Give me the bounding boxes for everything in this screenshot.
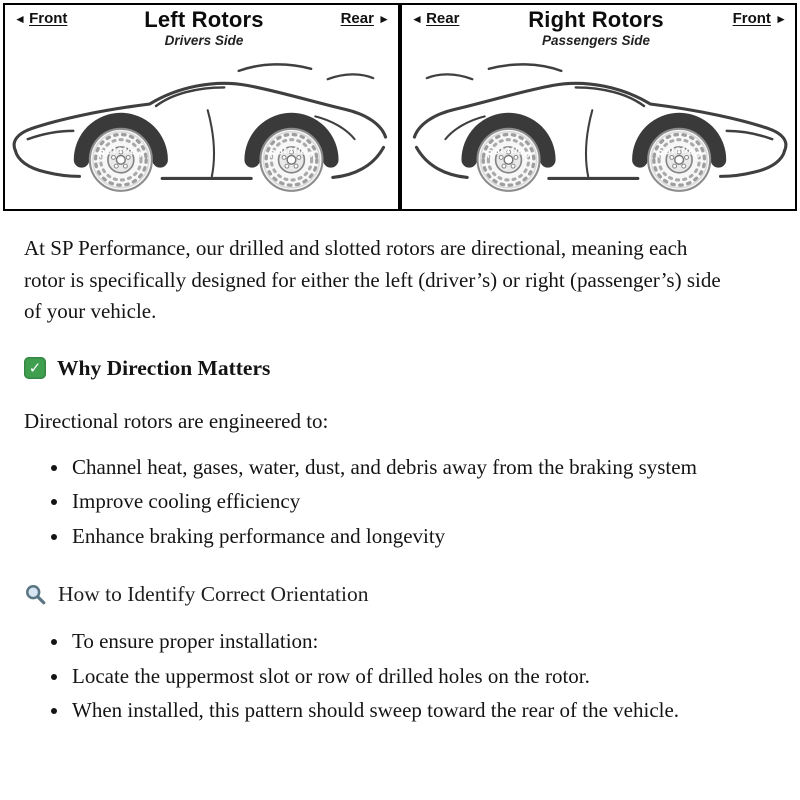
rotation-label: Rotation — [654, 144, 704, 161]
heading-text: How to Identify Correct Orientation — [58, 582, 369, 607]
magnifier-icon — [24, 583, 47, 606]
right-panel-title-block — [528, 7, 664, 48]
right-panel-header — [402, 5, 795, 48]
intro-paragraph: At SP Performance, our drilled and slotted rotors are directional, meaning each rotor is specifically designed for either the left (driver’s) or right (passenger’s) side of your vehicle. — [24, 236, 721, 324]
direction-text: Rear — [340, 10, 374, 27]
rotor-direction-diagram — [0, 0, 800, 211]
article-body — [0, 211, 800, 727]
rear-direction-label — [411, 10, 459, 27]
direction-text: Rear — [426, 10, 460, 27]
why-direction-matters-heading — [24, 352, 772, 384]
car-illustration-passengers-side — [402, 44, 795, 209]
front-direction-label — [14, 10, 67, 27]
panel-subtitle: Passengers Side — [541, 33, 651, 48]
panel-subtitle: Drivers Side — [164, 33, 244, 48]
rotation-arrow-icon — [155, 168, 164, 177]
panel-title: Right Rotors — [528, 7, 664, 32]
heading-text: Why Direction Matters — [57, 355, 271, 380]
list-item: • When installed, this pattern should sweep toward the rear of the vehicle. — [70, 695, 762, 727]
arrow-right-icon: ► — [378, 12, 389, 26]
why-bullet-list — [24, 452, 772, 553]
identify-orientation-heading — [24, 578, 772, 610]
rotation-label: Rotation — [484, 144, 533, 161]
arrow-left-icon: ◄ — [14, 12, 25, 26]
rotation-label: Rotation — [267, 144, 316, 161]
left-panel-header — [5, 5, 398, 48]
direction-text: Front — [29, 10, 68, 27]
list-item: • To ensure proper installation: — [70, 626, 762, 658]
rear-direction-label — [341, 10, 389, 27]
left-rotors-panel — [3, 3, 400, 211]
list-item: • Locate the uppermost slot or row of drilled holes on the rotor. — [70, 661, 762, 693]
lead-paragraph: Directional rotors are engineered to: — [24, 409, 329, 434]
list-item: • Enhance braking performance and longevity — [70, 521, 712, 553]
panel-title: Left Rotors — [144, 7, 264, 32]
arrow-right-icon: ► — [775, 12, 786, 26]
right-rotors-panel — [400, 3, 797, 211]
arrow-left-icon: ◄ — [411, 12, 422, 26]
check-icon: ✓ — [24, 357, 46, 379]
list-item: • Improve cooling efficiency — [70, 486, 712, 518]
direction-text: Front — [732, 10, 771, 27]
left-panel-title-block — [144, 7, 264, 48]
rotation-label: Rotation — [96, 144, 146, 161]
rotation-arrow-icon — [636, 168, 645, 177]
front-direction-label — [733, 10, 786, 27]
car-illustration-drivers-side — [5, 44, 398, 209]
identify-bullet-list — [24, 626, 772, 727]
list-item: • Channel heat, gases, water, dust, and debris away from the braking system — [70, 452, 712, 484]
